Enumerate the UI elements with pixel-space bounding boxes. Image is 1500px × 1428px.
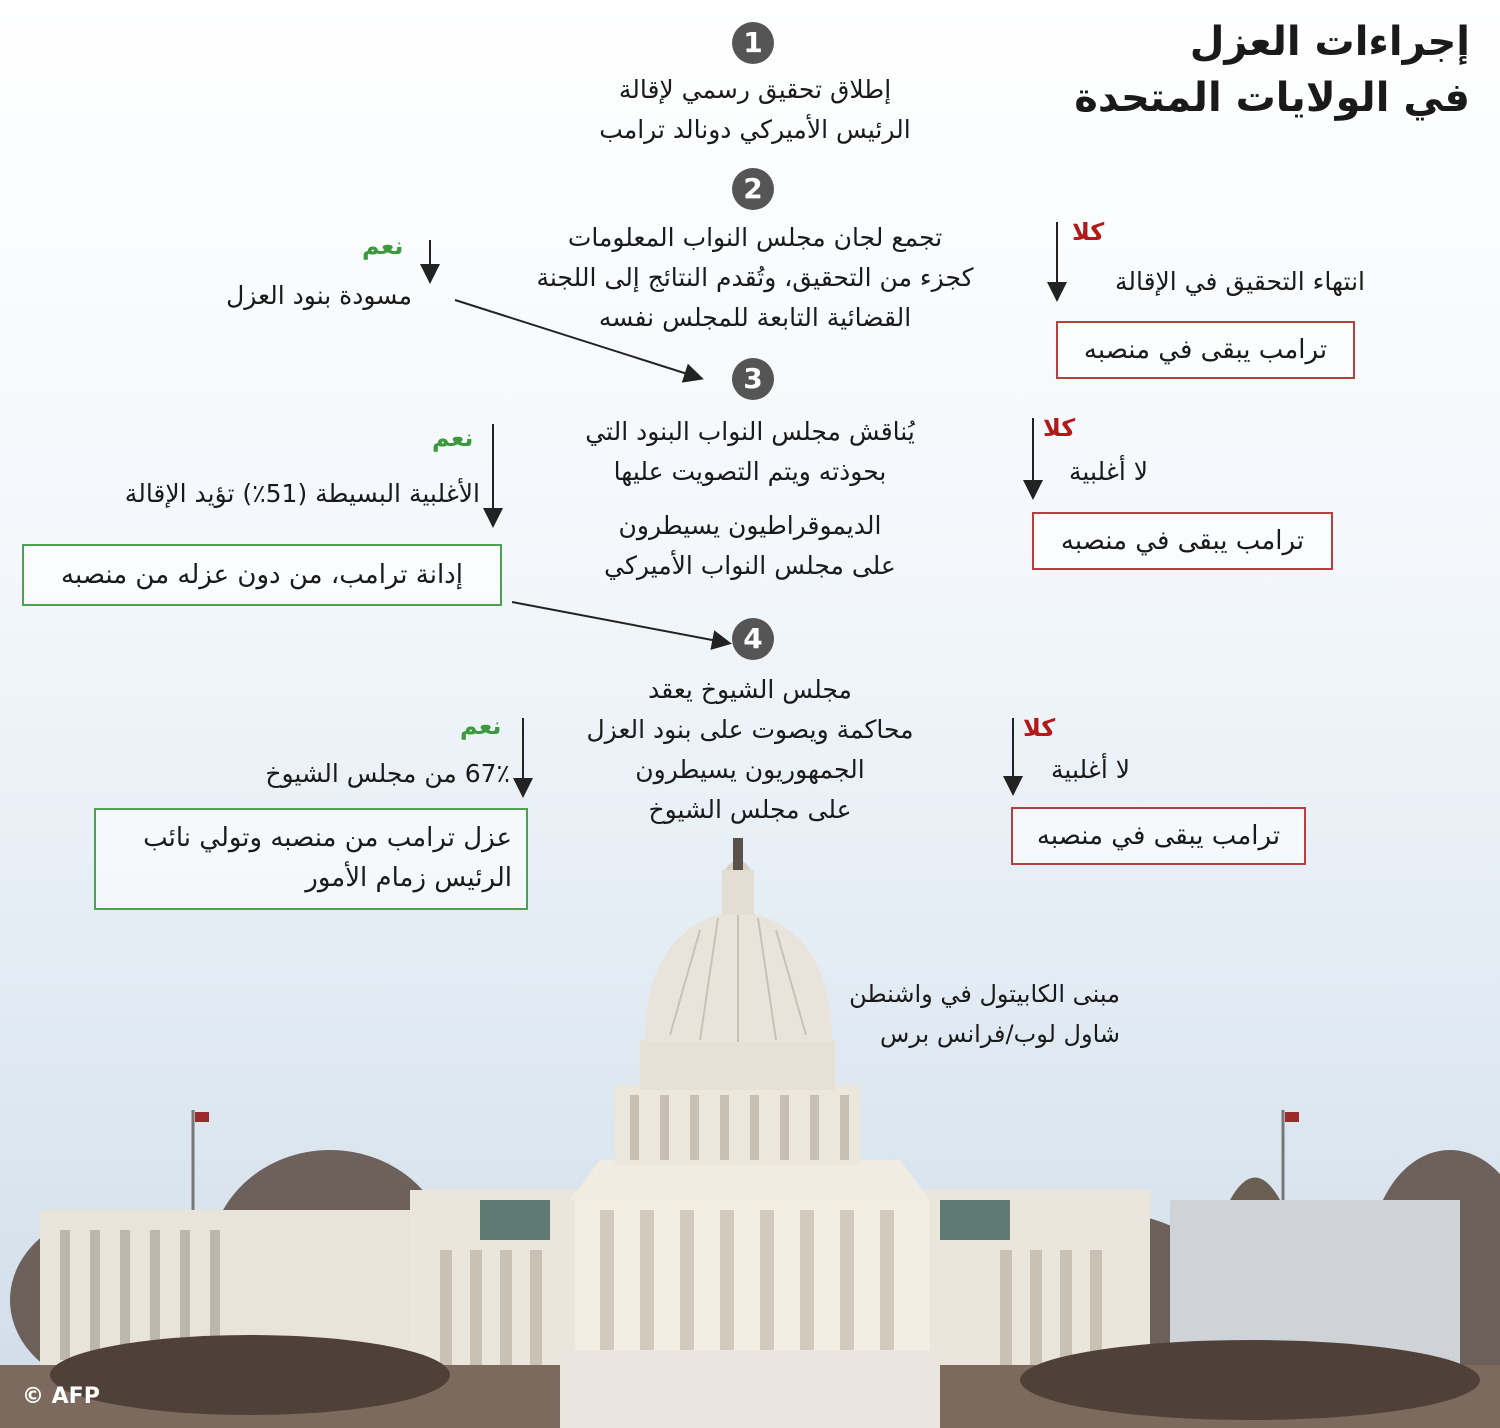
step-1-text <box>560 70 950 150</box>
step-3-note-line: على مجلس النواب الأميركي <box>604 551 896 580</box>
step-2-no-box-text: ترامب يبقى في منصبه <box>1083 335 1328 365</box>
step-2-line: القضائية التابعة للمجلس نفسه <box>598 303 912 332</box>
step-3-note-line: الديموقراطيون يسيطرون <box>618 511 882 540</box>
step-4-yes-box-line: عزل ترامب من منصبه وتولي نائب <box>143 823 512 853</box>
capitol-building-photo <box>0 830 1500 1428</box>
photo-caption-line-1: مبنى الكابيتول في واشنطن <box>849 980 1120 1008</box>
step-2-no-label: كلا <box>1072 218 1105 246</box>
step-3-line: بحوذته ويتم التصويت عليها <box>613 457 887 486</box>
step-2-line: تجمع لجان مجلس النواب المعلومات <box>567 223 943 252</box>
step-4-yes-text: 67٪ من مجلس الشيوخ <box>265 759 510 788</box>
step-4-text <box>520 670 980 830</box>
step-1-line: إطلاق تحقيق رسمي لإقالة <box>618 75 892 104</box>
step-3-yes-box-text: إدانة ترامب، من دون عزله من منصبه <box>61 560 463 590</box>
step-4-badge: 4 <box>732 618 774 660</box>
step-4-line: على مجلس الشيوخ <box>648 795 852 824</box>
title-line-2: في الولايات المتحدة <box>1074 75 1470 121</box>
step-2-no-box <box>1056 321 1355 379</box>
step-1-badge: 1 <box>732 22 774 64</box>
step-3-no-text: لا أغلبية <box>1069 457 1148 486</box>
step-4-line: الجمهوريون يسيطرون <box>635 755 865 784</box>
step-4-no-box-text: ترامب يبقى في منصبه <box>1036 821 1281 851</box>
afp-logo: © AFP <box>22 1384 100 1409</box>
step-3-yes-box <box>22 544 502 606</box>
step-3-no-box-text: ترامب يبقى في منصبه <box>1060 526 1305 556</box>
step-4-no-text: لا أغلبية <box>1051 755 1130 784</box>
step-3-no-box <box>1032 512 1333 570</box>
step-3-badge: 3 <box>732 358 774 400</box>
title-line-1: إجراءات العزل <box>1189 19 1470 65</box>
step-3-no-label: كلا <box>1043 414 1076 442</box>
step-4-line: مجلس الشيوخ يعقد <box>648 675 852 704</box>
step-4-yes-box-line: الرئيس زمام الأمور <box>305 863 512 893</box>
step-2-line: كجزء من التحقيق، وتُقدم النتائج إلى اللجنة <box>536 263 974 292</box>
step-3-yes-label: نعم <box>432 424 474 452</box>
step-3-yes-text: الأغلبية البسيطة (51٪) تؤيد الإقالة <box>124 479 480 508</box>
photo-caption <box>800 974 1120 1054</box>
step-2-no-text: انتهاء التحقيق في الإقالة <box>1114 267 1365 296</box>
step-4-line: محاكمة ويصوت على بنود العزل <box>586 715 914 744</box>
step-4-no-label: كلا <box>1023 714 1056 742</box>
step-2-badge: 2 <box>732 168 774 210</box>
step-4-yes-label: نعم <box>460 712 502 740</box>
step-3-line: يُناقش مجلس النواب البنود التي <box>585 417 915 446</box>
step-1-line: الرئيس الأميركي دونالد ترامب <box>599 115 911 144</box>
step-2-yes-text: مسودة بنود العزل <box>226 281 412 310</box>
step-2-yes-label: نعم <box>362 232 404 260</box>
arrow-conviction-to-step4 <box>512 602 728 643</box>
photo-caption-line-2: شاول لوب/فرانس برس <box>880 1020 1120 1048</box>
step-3-text <box>540 412 960 492</box>
step-3-note <box>540 506 960 586</box>
step-2-text <box>490 218 1020 338</box>
